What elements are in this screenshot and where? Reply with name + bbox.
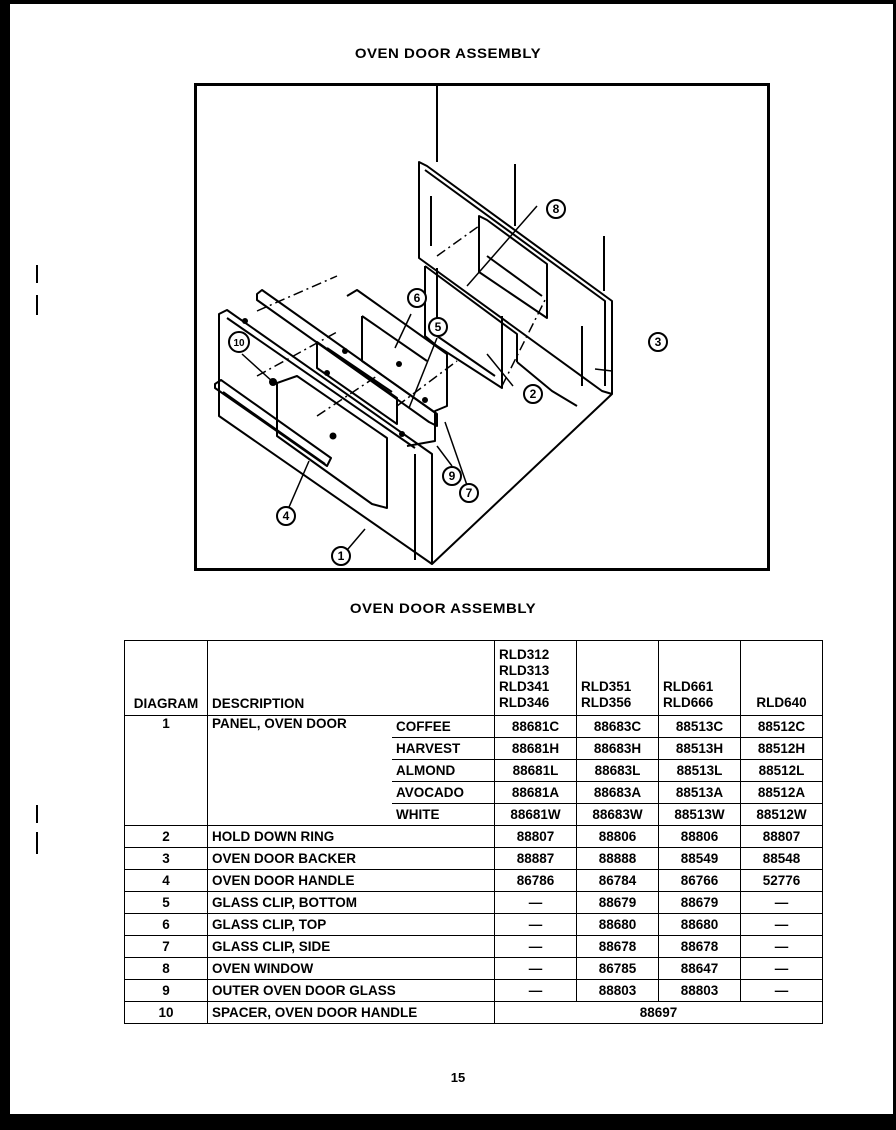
part-number: — (495, 958, 577, 980)
scan-mark (36, 805, 38, 823)
part-number: 88681W (495, 804, 577, 826)
part-number: 86785 (577, 958, 659, 980)
diagram-number: 3 (125, 848, 208, 870)
diagram-number: 10 (125, 1002, 208, 1024)
header-model-group-4: RLD640 (741, 641, 823, 716)
table-row (125, 870, 823, 892)
part-description: HOLD DOWN RING (208, 826, 495, 848)
part-description: GLASS CLIP, SIDE (208, 936, 495, 958)
part-number: 88806 (577, 826, 659, 848)
table-row (125, 980, 823, 1002)
part-number: 88806 (659, 826, 741, 848)
part-number: 88548 (741, 848, 823, 870)
part-number: 88513C (659, 716, 741, 738)
part-number: 88512W (741, 804, 823, 826)
part-number: 88512H (741, 738, 823, 760)
part-number: 88512L (741, 760, 823, 782)
diagram-number: 7 (125, 936, 208, 958)
part-number: 88680 (577, 914, 659, 936)
part-number: 88678 (659, 936, 741, 958)
svg-text:1: 1 (337, 549, 345, 563)
svg-text:6: 6 (413, 291, 421, 305)
part-description: GLASS CLIP, TOP (208, 914, 495, 936)
part-number: 88513W (659, 804, 741, 826)
part-number: 88683H (577, 738, 659, 760)
color-name: AVOCADO (392, 782, 495, 804)
part-number: 88683W (577, 804, 659, 826)
part-number: 88681H (495, 738, 577, 760)
scan-mark (36, 832, 38, 854)
table-row (125, 892, 823, 914)
part-number: 88807 (741, 826, 823, 848)
part-number: — (741, 958, 823, 980)
part-number: 88681C (495, 716, 577, 738)
svg-text:10: 10 (233, 338, 245, 349)
diagram-number: 4 (125, 870, 208, 892)
scan-edge-bottom (0, 1114, 896, 1130)
svg-text:5: 5 (434, 320, 442, 334)
part-number: 88807 (495, 826, 577, 848)
part-number: — (495, 980, 577, 1002)
part-number: 86784 (577, 870, 659, 892)
header-description: DESCRIPTION (208, 641, 393, 716)
table-row (125, 848, 823, 870)
part-description: OVEN DOOR BACKER (208, 848, 495, 870)
part-number: 86786 (495, 870, 577, 892)
part-number: 88549 (659, 848, 741, 870)
color-name: COFFEE (392, 716, 495, 738)
page-number: 15 (450, 1070, 466, 1085)
table-row (125, 1002, 823, 1024)
part-number: — (495, 914, 577, 936)
header-color (392, 641, 495, 716)
part-description: OUTER OVEN DOOR GLASS (208, 980, 495, 1002)
part-number: 88679 (577, 892, 659, 914)
color-name: ALMOND (392, 760, 495, 782)
oven-door-exploded-view (197, 86, 767, 568)
header-model-group-2: RLD351 RLD356 (577, 641, 659, 716)
part-description: GLASS CLIP, BOTTOM (208, 892, 495, 914)
part-number: 86766 (659, 870, 741, 892)
part-number: — (741, 980, 823, 1002)
svg-text:8: 8 (552, 202, 560, 216)
part-description: OVEN WINDOW (208, 958, 495, 980)
scan-edge-top (0, 0, 896, 4)
part-number: 88683C (577, 716, 659, 738)
color-name: WHITE (392, 804, 495, 826)
part-number: 88647 (659, 958, 741, 980)
part-number: 88680 (659, 914, 741, 936)
part-description: OVEN DOOR HANDLE (208, 870, 495, 892)
diagram-number: 8 (125, 958, 208, 980)
part-description: PANEL, OVEN DOOR (208, 716, 393, 826)
color-name: HARVEST (392, 738, 495, 760)
part-number: 88512C (741, 716, 823, 738)
page-title: OVEN DOOR ASSEMBLY (354, 45, 542, 62)
part-number: 88678 (577, 936, 659, 958)
header-diagram: DIAGRAM (125, 641, 208, 716)
table-row (125, 826, 823, 848)
part-number: 88513A (659, 782, 741, 804)
table-row (125, 716, 823, 738)
part-number: 88679 (659, 892, 741, 914)
part-number: — (495, 892, 577, 914)
diagram-number: 9 (125, 980, 208, 1002)
exploded-diagram (194, 83, 770, 571)
scan-edge-left (0, 0, 10, 1130)
part-number: — (741, 892, 823, 914)
part-number: 88513L (659, 760, 741, 782)
scan-mark (36, 295, 38, 315)
table-title: OVEN DOOR ASSEMBLY (349, 600, 537, 617)
parts-table (124, 640, 823, 1024)
part-number: 88803 (577, 980, 659, 1002)
table-row (125, 936, 823, 958)
part-number: — (741, 936, 823, 958)
part-number: — (741, 914, 823, 936)
part-number: 88803 (659, 980, 741, 1002)
part-number: 88683A (577, 782, 659, 804)
part-number: — (495, 936, 577, 958)
part-number: 88681A (495, 782, 577, 804)
table-row (125, 958, 823, 980)
part-number: 88681L (495, 760, 577, 782)
table-row (125, 914, 823, 936)
part-number: 88512A (741, 782, 823, 804)
header-row (125, 641, 823, 716)
part-number: 88888 (577, 848, 659, 870)
part-number: 88683L (577, 760, 659, 782)
diagram-number: 6 (125, 914, 208, 936)
svg-text:9: 9 (448, 469, 456, 483)
diagram-number: 2 (125, 826, 208, 848)
part-number-all-models: 88697 (495, 1002, 823, 1024)
svg-text:4: 4 (282, 509, 290, 523)
part-description: SPACER, OVEN DOOR HANDLE (208, 1002, 495, 1024)
header-model-group-1: RLD312 RLD313 RLD341 RLD346 (495, 641, 577, 716)
svg-text:2: 2 (529, 387, 537, 401)
svg-text:7: 7 (465, 486, 473, 500)
part-number: 52776 (741, 870, 823, 892)
svg-text:3: 3 (654, 335, 662, 349)
scan-mark (36, 265, 38, 283)
part-number: 88887 (495, 848, 577, 870)
part-number: 88513H (659, 738, 741, 760)
diagram-number: 5 (125, 892, 208, 914)
header-model-group-3: RLD661 RLD666 (659, 641, 741, 716)
diagram-number: 1 (125, 716, 208, 826)
